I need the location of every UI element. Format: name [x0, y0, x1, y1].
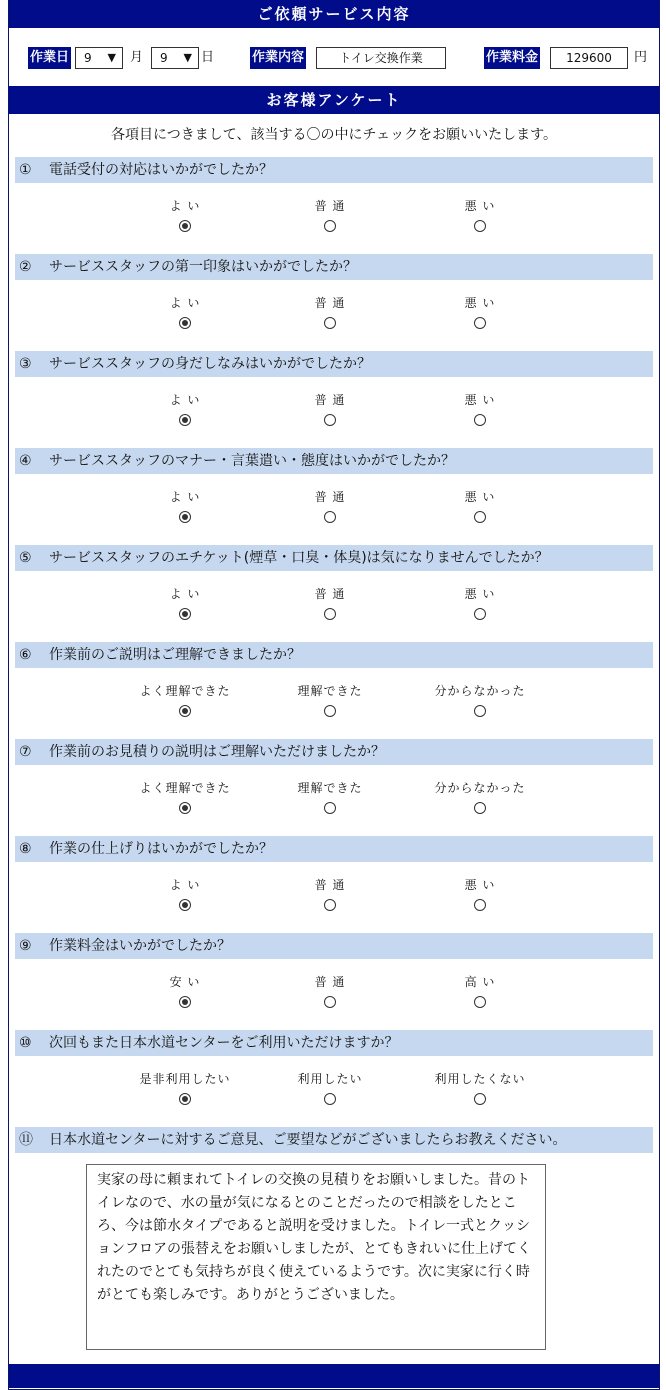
answer-option-label: 普 通	[314, 878, 346, 892]
question-10	[15, 1030, 653, 1106]
question-8	[15, 836, 653, 912]
month-unit: 月	[130, 50, 144, 65]
radio-button[interactable]	[179, 899, 191, 911]
answer-option[interactable]	[270, 197, 390, 232]
answer-option-label: よ い	[169, 490, 201, 504]
radio-button[interactable]	[179, 414, 191, 426]
question-text: 日本水道センターに対するご意見、ご要望などがございましたらお教えください。	[49, 1132, 567, 1148]
answer-option[interactable]	[420, 876, 540, 911]
chevron-down-icon: ▼	[183, 51, 192, 64]
question-text: 作業前のご説明はご理解できましたか？	[49, 647, 301, 663]
question-text: サービススタッフのマナー・言葉遣い・態度はいかがでしたか？	[49, 453, 455, 469]
answer-option[interactable]	[125, 682, 245, 717]
radio-button[interactable]	[474, 511, 486, 523]
work-content-label: 作業内容	[250, 47, 306, 69]
answer-option-label: よ い	[169, 878, 201, 892]
question-7	[15, 739, 653, 815]
question-text: 次回もまた日本水道センターをご利用いただけますか？	[49, 1035, 399, 1051]
radio-button[interactable]	[179, 317, 191, 329]
answer-option-label: 普 通	[314, 393, 346, 407]
survey-header: お客様アンケート	[9, 86, 659, 114]
question-header	[15, 739, 653, 765]
radio-button[interactable]	[474, 220, 486, 232]
comment-textarea[interactable]: 実家の母に頼まれてトイレの交換の見積りをお願いしました。昔のトイレなので、水の量が気になるとのことだったので相談をしたところ、今は節水タイプであると説明を受けました。トイレ一式とクッションフロアの張替えをお願いしましたが、とてもきれいに仕上げてくれたのでとても気持ちが良く使えているようです。次に実家に行く時がとても楽しみです。ありがとうございました。	[86, 1164, 546, 1350]
radio-button[interactable]	[179, 511, 191, 523]
answer-option-label: よ い	[169, 296, 201, 310]
answer-option[interactable]	[420, 197, 540, 232]
answer-option[interactable]	[270, 682, 390, 717]
question-header	[15, 1030, 653, 1056]
question-6	[15, 642, 653, 718]
answer-option[interactable]	[420, 1070, 540, 1105]
answer-option[interactable]	[420, 585, 540, 620]
answer-option-label: 普 通	[314, 199, 346, 213]
radio-button[interactable]	[324, 705, 336, 717]
answer-option-label: 悪 い	[464, 587, 496, 601]
answer-option[interactable]	[270, 488, 390, 523]
day-value: 9	[160, 51, 168, 65]
answer-option[interactable]	[270, 294, 390, 329]
answer-option-label: 是非利用したい	[139, 1072, 231, 1086]
radio-button[interactable]	[474, 1093, 486, 1105]
answer-option-label: 利用したい	[297, 1072, 363, 1086]
work-date-label: 作業日	[28, 47, 71, 69]
answer-option[interactable]	[125, 488, 245, 523]
answer-option-label: よ い	[169, 393, 201, 407]
answer-option[interactable]	[125, 197, 245, 232]
answer-option-label: 高 い	[464, 975, 496, 989]
radio-button[interactable]	[179, 802, 191, 814]
work-content-field[interactable]: トイレ交換作業	[316, 47, 446, 69]
answer-option-label: 悪 い	[464, 199, 496, 213]
answer-option-label: 理解できた	[297, 684, 363, 698]
answer-option-label: 分からなかった	[434, 781, 526, 795]
question-text: サービススタッフの第一印象はいかがでしたか？	[49, 259, 357, 275]
radio-button[interactable]	[474, 705, 486, 717]
answer-option-label: 分からなかった	[434, 684, 526, 698]
answer-option-label: 普 通	[314, 975, 346, 989]
question-4	[15, 448, 653, 524]
radio-button[interactable]	[324, 317, 336, 329]
answer-option[interactable]	[420, 779, 540, 814]
question-text: 作業前のお見積りの説明はご理解いただけましたか？	[49, 744, 385, 760]
answer-option[interactable]	[420, 294, 540, 329]
radio-button[interactable]	[324, 414, 336, 426]
month-select[interactable]	[75, 47, 123, 69]
question-1	[15, 157, 653, 233]
month-value: 9	[84, 51, 92, 65]
radio-button[interactable]	[324, 899, 336, 911]
work-fee-field[interactable]: 129600	[550, 47, 628, 69]
work-fee-label: 作業料金	[484, 47, 540, 69]
answer-option[interactable]	[420, 973, 540, 1008]
answer-option-label: 普 通	[314, 296, 346, 310]
answer-option[interactable]	[125, 391, 245, 426]
question-header	[15, 1127, 653, 1153]
radio-button[interactable]	[474, 608, 486, 620]
answer-option[interactable]	[125, 876, 245, 911]
question-header	[15, 545, 653, 571]
service-header: ご依頼サービス内容	[9, 0, 659, 28]
question-3	[15, 351, 653, 427]
answer-option-label: 普 通	[314, 587, 346, 601]
answer-option-label: よく理解できた	[139, 781, 231, 795]
radio-button[interactable]	[324, 608, 336, 620]
question-header	[15, 933, 653, 959]
radio-button[interactable]	[474, 414, 486, 426]
answer-option[interactable]	[270, 876, 390, 911]
radio-button[interactable]	[179, 1093, 191, 1105]
question-number: ⑨	[19, 938, 32, 954]
radio-button[interactable]	[324, 996, 336, 1008]
answer-option[interactable]	[125, 779, 245, 814]
question-number: ⑪	[19, 1132, 33, 1148]
fee-unit: 円	[634, 50, 648, 65]
question-number: ⑦	[19, 744, 32, 760]
answer-option-label: 利用したくない	[434, 1072, 526, 1086]
question-5	[15, 545, 653, 621]
radio-button[interactable]	[324, 511, 336, 523]
footer-bar	[9, 1364, 659, 1388]
question-number: ⑧	[19, 841, 32, 857]
answer-option-label: 悪 い	[464, 296, 496, 310]
answer-option-label: 悪 い	[464, 878, 496, 892]
question-2	[15, 254, 653, 330]
radio-button[interactable]	[474, 899, 486, 911]
answer-option[interactable]	[125, 294, 245, 329]
question-text: 作業の仕上げりはいかがでしたか？	[49, 841, 273, 857]
question-header	[15, 448, 653, 474]
question-number: ②	[19, 259, 32, 275]
question-text: 作業料金はいかがでしたか？	[49, 938, 231, 954]
chevron-down-icon: ▼	[107, 51, 116, 64]
answer-option[interactable]	[270, 1070, 390, 1105]
answer-option-label: よ い	[169, 587, 201, 601]
radio-button[interactable]	[324, 802, 336, 814]
radio-button[interactable]	[324, 220, 336, 232]
answer-option-label: 理解できた	[297, 781, 363, 795]
radio-button[interactable]	[474, 996, 486, 1008]
question-number: ⑩	[19, 1035, 32, 1051]
survey-form	[8, 0, 660, 1390]
answer-option-label: 悪 い	[464, 490, 496, 504]
question-header	[15, 157, 653, 183]
answer-option-label: よく理解できた	[139, 684, 231, 698]
day-select[interactable]	[151, 47, 199, 69]
answer-option[interactable]	[270, 973, 390, 1008]
question-number: ④	[19, 453, 32, 469]
question-number: ⑤	[19, 550, 32, 566]
radio-button[interactable]	[474, 802, 486, 814]
question-9	[15, 933, 653, 1009]
question-11	[15, 1127, 653, 1155]
answer-option-label: 悪 い	[464, 393, 496, 407]
radio-button[interactable]	[179, 608, 191, 620]
answer-option[interactable]	[125, 585, 245, 620]
radio-button[interactable]	[179, 705, 191, 717]
day-unit: 日	[201, 50, 215, 65]
radio-button[interactable]	[179, 996, 191, 1008]
question-header	[15, 351, 653, 377]
answer-option-label: 普 通	[314, 490, 346, 504]
radio-button[interactable]	[474, 317, 486, 329]
question-number: ①	[19, 162, 32, 178]
question-text: 電話受付の対応はいかがでしたか？	[49, 162, 273, 178]
answer-option-label: 安 い	[169, 975, 201, 989]
answer-option-label: よ い	[169, 199, 201, 213]
question-header	[15, 836, 653, 862]
radio-button[interactable]	[179, 220, 191, 232]
question-text: サービススタッフの身だしなみはいかがでしたか？	[49, 356, 371, 372]
question-number: ③	[19, 356, 32, 372]
answer-option[interactable]	[125, 1070, 245, 1105]
service-details-row	[9, 44, 659, 72]
answer-option[interactable]	[270, 779, 390, 814]
question-number: ⑥	[19, 647, 32, 663]
answer-option[interactable]	[270, 585, 390, 620]
radio-button[interactable]	[324, 1093, 336, 1105]
answer-option[interactable]	[270, 391, 390, 426]
answer-option[interactable]	[420, 682, 540, 717]
question-header	[15, 254, 653, 280]
question-header	[15, 642, 653, 668]
question-text: サービススタッフのエチケット(煙草・口臭・体臭)は気になりませんでしたか？	[49, 550, 549, 566]
survey-instructions: 各項目につきまして、該当する〇の中にチェックをお願いいたします。	[111, 127, 557, 143]
answer-option[interactable]	[125, 973, 245, 1008]
answer-option[interactable]	[420, 488, 540, 523]
answer-option[interactable]	[420, 391, 540, 426]
